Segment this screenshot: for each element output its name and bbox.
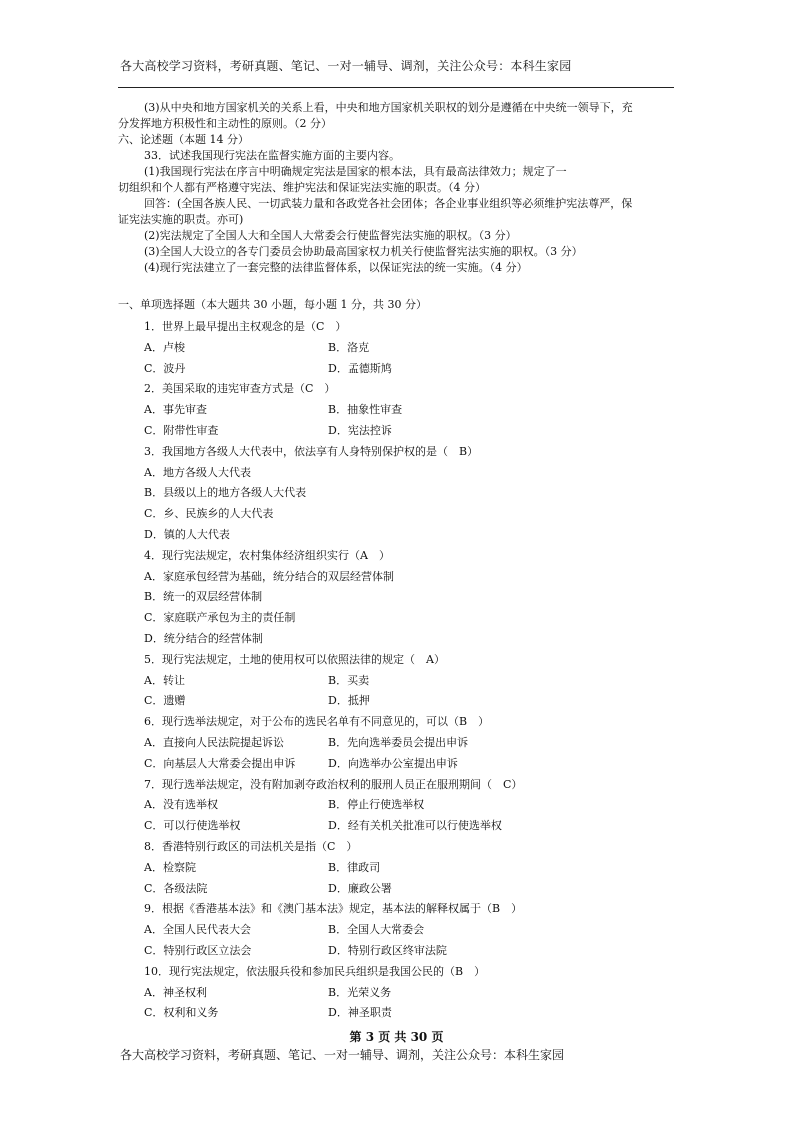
answer-option: B．律政司 [328, 861, 381, 874]
answer-option: A．家庭承包经营为基础，统分结合的双层经营体制 [144, 570, 394, 583]
answer-option: A．地方各级人大代表 [144, 466, 251, 479]
answer-option: B．统一的双层经营体制 [144, 590, 263, 603]
question-stem: 9．根据《香港基本法》和《澳门基本法》规定，基本法的解释权属于（B ） [144, 902, 523, 915]
answer-option: A．事先审查 [144, 403, 207, 416]
answer-option: B．光荣义务 [328, 986, 392, 999]
answer-option: A．没有选举权 [144, 798, 218, 811]
intro-line: (3)全国人大设立的各专门委员会协助最高国家权力机关行使监督宪法实施的职权。（3 分） [144, 245, 583, 258]
intro-line: (2)宪法规定了全国人大和全国人大常委会行使监督宪法实施的职权。（3 分） [144, 229, 517, 242]
page-number: 第 3 页 共 30 页 [349, 1030, 444, 1044]
question-stem: 3．我国地方各级人大代表中，依法享有人身特别保护权的是（ B） [144, 445, 479, 458]
answer-option: C．遗赠 [144, 694, 186, 707]
answer-option: B．抽象性审查 [328, 403, 403, 416]
answer-option: D．抵押 [328, 694, 370, 707]
answer-option: C．特别行政区立法会 [144, 944, 252, 957]
intro-line: (3)从中央和地方国家机关的关系上看，中央和地方国家机关职权的划分是遵循在中央统一领导下，充 [144, 101, 633, 114]
answer-option: D．孟德斯鸠 [328, 362, 392, 375]
answer-option: D．镇的人大代表 [144, 528, 230, 541]
answer-option: B．买卖 [328, 674, 370, 687]
page-header: 各大高校学习资料，考研真题、笔记、一对一辅导、调剂，关注公众号：本科生家园 [120, 59, 572, 73]
answer-option: D．神圣职责 [328, 1006, 392, 1019]
answer-option: D．经有关机关批准可以行使选举权 [328, 819, 502, 832]
intro-line: 分发挥地方积极性和主动性的原则。（2 分） [118, 117, 332, 130]
question-stem: 10．现行宪法规定，依法服兵役和参加民兵组织是我国公民的（B ） [144, 965, 486, 978]
answer-option: B．停止行使选举权 [328, 798, 425, 811]
answer-option: C．波丹 [144, 362, 186, 375]
page-footer: 各大高校学习资料，考研真题、笔记、一对一辅导、调剂，关注公众号：本科生家园 [120, 1048, 565, 1062]
answer-option: A．检察院 [144, 861, 196, 874]
question-stem: 5．现行宪法规定，土地的使用权可以依照法律的规定（ A） [144, 653, 445, 666]
question-stem: 2．美国采取的违宪审查方式是（C ） [144, 382, 336, 395]
answer-option: D．统分结合的经营体制 [144, 632, 263, 645]
intro-line: 证宪法实施的职责。亦可) [118, 213, 244, 226]
intro-line: (4)现行宪法建立了一套完整的法律监督体系，以保证宪法的统一实施。（4 分） [144, 261, 528, 274]
question-stem: 6．现行选举法规定，对于公布的选民名单有不同意见的，可以（B ） [144, 715, 490, 728]
question-stem: 8．香港特别行政区的司法机关是指（C ） [144, 840, 358, 853]
question-stem: 7．现行选举法规定，没有附加剥夺政治权利的服刑人员正在服刑期间（ C） [144, 778, 523, 791]
answer-option: B．县级以上的地方各级人大代表 [144, 486, 307, 499]
question-33: 33．试述我国现行宪法在监督实施方面的主要内容。 [144, 149, 400, 162]
answer-option: D．宪法控诉 [328, 424, 392, 437]
answer-option: B．先向选举委员会提出申诉 [328, 736, 469, 749]
header-divider [118, 87, 674, 88]
answer-option: B．洛克 [328, 341, 370, 354]
answer-option: D．廉政公署 [328, 882, 392, 895]
section-heading: 六、论述题（本题 14 分） [118, 133, 249, 146]
answer-option: A．转让 [144, 674, 185, 687]
answer-option: A．卢梭 [144, 341, 185, 354]
section-title: 一、单项选择题（本大题共 30 小题，每小题 1 分，共 30 分） [118, 298, 427, 311]
answer-option: A．神圣权利 [144, 986, 207, 999]
intro-line: 回答：(全国各族人民、一切武装力量和各政党各社会团体；各企业事业组织等必须维护宪法尊严，保 [144, 197, 633, 210]
intro-line: 切组织和个人都有严格遵守宪法、维护宪法和保证宪法实施的职责。（4 分） [118, 181, 486, 194]
answer-option: B．全国人大常委会 [328, 923, 425, 936]
answer-option: C．乡、民族乡的人大代表 [144, 507, 274, 520]
answer-option: A．全国人民代表大会 [144, 923, 251, 936]
answer-option: D．向选举办公室提出申诉 [328, 757, 458, 770]
answer-option: C．各级法院 [144, 882, 208, 895]
answer-option: C．权利和义务 [144, 1006, 219, 1019]
question-stem: 4．现行宪法规定，农村集体经济组织实行（A ） [144, 549, 390, 562]
answer-option: A．直接向人民法院提起诉讼 [144, 736, 284, 749]
question-stem: 1．世界上最早提出主权观念的是（C ） [144, 320, 347, 333]
answer-option: D．特别行政区终审法院 [328, 944, 447, 957]
answer-option: C．向基层人大常委会提出申诉 [144, 757, 296, 770]
answer-option: C．附带性审查 [144, 424, 219, 437]
answer-option: C．可以行使选举权 [144, 819, 241, 832]
intro-line: (1)我国现行宪法在序言中明确规定宪法是国家的根本法，具有最高法律效力；规定了一 [144, 165, 567, 178]
answer-option: C．家庭联产承包为主的责任制 [144, 611, 296, 624]
